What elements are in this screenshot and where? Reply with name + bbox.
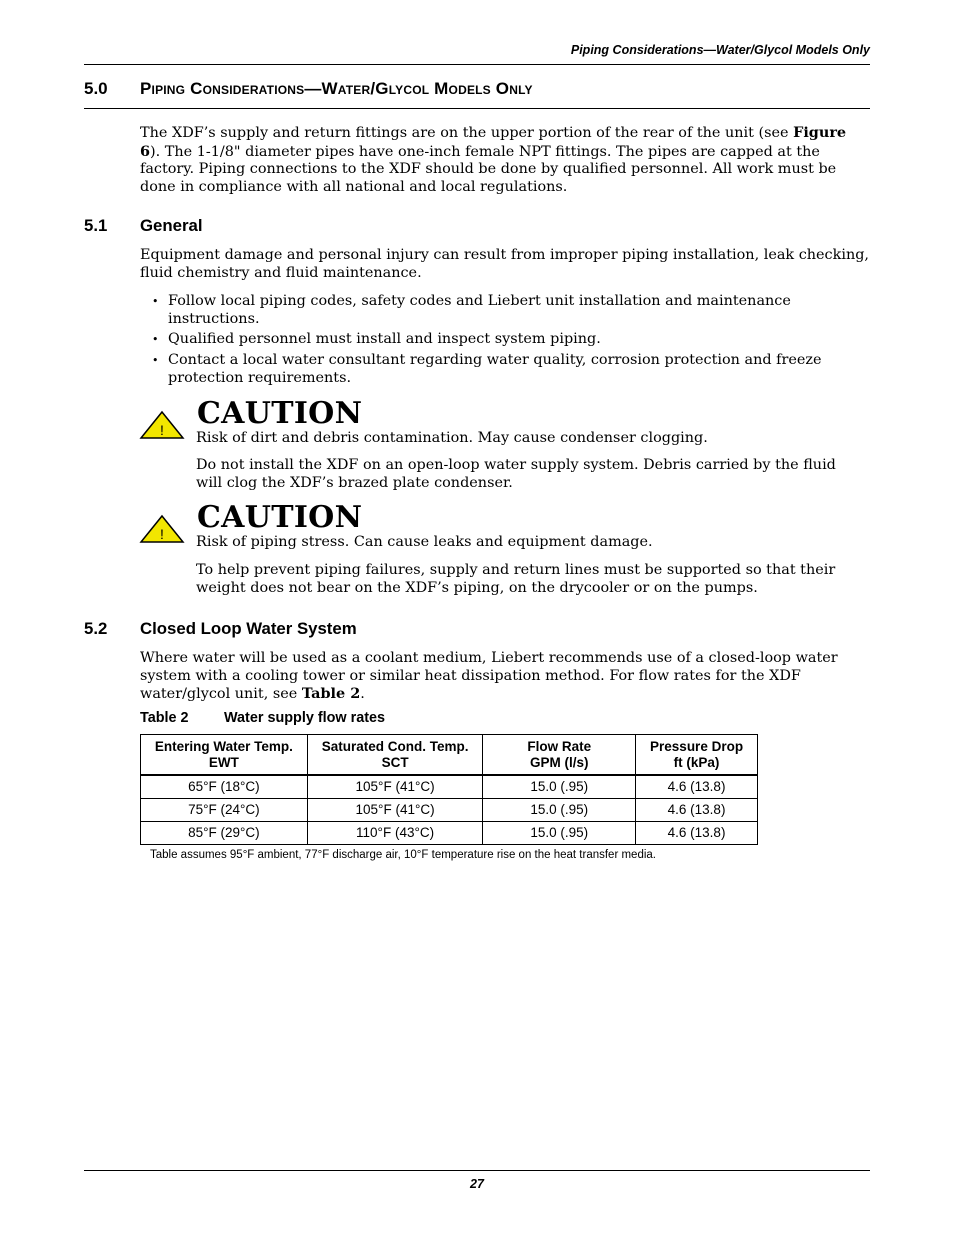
subsection-heading-closed-loop xyxy=(84,619,357,639)
caution-detail-2: To help prevent piping failures, supply and return lines must be supported so that their weight does not bear on the XDF’s piping, on the drycooler or on the pumps. xyxy=(196,562,836,596)
section-title-text: Piping Considerations—Water/Glycol Models Only xyxy=(140,79,533,98)
table-cell: 85°F (29°C) xyxy=(141,822,308,845)
table-cell: 15.0 (.95) xyxy=(483,775,636,799)
running-header: Piping Considerations—Water/Glycol Models Only xyxy=(570,43,870,57)
list-item: • Qualified personnel must install and inspect system piping. xyxy=(152,331,870,349)
table-cell: 4.6 (13.8) xyxy=(636,799,758,822)
table-footnote: Table assumes 95°F ambient, 77°F discharge air, 10°F temperature rise on the heat transfer media. xyxy=(150,849,656,861)
section-number: 5.0 xyxy=(84,79,108,98)
table-reference: Table 2 xyxy=(301,685,361,703)
closed-loop-paragraph xyxy=(140,650,870,704)
water-flow-table xyxy=(140,734,758,845)
table-caption-text: Water supply flow rates xyxy=(224,710,385,726)
closed-loop-text-part1: Where water will be used as a coolant medium, Liebert recommends use of a closed-loop water system with a cooling tower or similar heat dissipation method. For flow rates for the XDF water/glycol unit, see xyxy=(140,650,838,703)
warning-triangle-icon xyxy=(139,514,185,544)
subsection-title: Closed Loop Water System xyxy=(140,619,357,638)
closed-loop-text-part2: . xyxy=(360,686,365,703)
subsection-number: 5.2 xyxy=(84,619,108,638)
figure-reference: Figure 6 xyxy=(140,124,847,160)
svg-text:!: ! xyxy=(160,526,164,542)
table-row xyxy=(141,799,758,822)
column-header: Entering Water Temp. EWT xyxy=(141,735,308,776)
page-number: 27 xyxy=(470,1177,484,1191)
intro-text-part2: ). The 1-1/8" diameter pipes have one-inch female NPT fittings. The pipes are capped at the factory. Piping connections to the XDF should be done by qualified personnel. All work must be done in compliance with all national and local regulations. xyxy=(140,143,837,196)
table-row xyxy=(141,822,758,845)
intro-paragraph xyxy=(140,124,870,197)
table-cell: 75°F (24°C) xyxy=(141,799,308,822)
table-cell: 15.0 (.95) xyxy=(483,799,636,822)
column-header: Pressure Drop ft (kPa) xyxy=(636,735,758,776)
svg-text:!: ! xyxy=(160,422,164,438)
table-cell: 15.0 (.95) xyxy=(483,822,636,845)
warning-triangle-icon xyxy=(139,410,185,440)
table-cell: 4.6 (13.8) xyxy=(636,822,758,845)
column-header: Flow Rate GPM (l/s) xyxy=(483,735,636,776)
table-cell: 4.6 (13.8) xyxy=(636,775,758,799)
table-label: Table 2 xyxy=(140,710,189,726)
table-cell: 110°F (43°C) xyxy=(307,822,483,845)
table-cell: 65°F (18°C) xyxy=(141,775,308,799)
footer-rule xyxy=(84,1170,870,1171)
column-header: Saturated Cond. Temp. SCT xyxy=(307,735,483,776)
general-paragraph: Equipment damage and personal injury can result from improper piping installation, leak checking, fluid chemistry and fluid maintenance. xyxy=(140,247,869,281)
subsection-number: 5.1 xyxy=(84,216,108,235)
table-header-row xyxy=(141,735,758,776)
list-item: • Follow local piping codes, safety codes and Liebert unit installation and maintenance instructions. xyxy=(152,293,870,328)
table-caption xyxy=(140,710,385,726)
caution-detail-1: Do not install the XDF on an open-loop water supply system. Debris carried by the fluid will clog the XDF’s brazed plate condenser. xyxy=(196,457,836,491)
caution-heading: CAUTION xyxy=(197,396,363,431)
list-item: • Contact a local water consultant regarding water quality, corrosion protection and freeze protection requirements. xyxy=(152,352,870,387)
subsection-title: General xyxy=(140,216,203,235)
caution-text-2: Risk of piping stress. Can cause leaks and equipment damage. xyxy=(196,534,653,550)
table-row xyxy=(141,775,758,799)
table-cell: 105°F (41°C) xyxy=(307,775,483,799)
general-bullet-list xyxy=(152,293,870,391)
caution-heading: CAUTION xyxy=(197,500,363,535)
section-title-rule xyxy=(84,108,870,109)
intro-text-part1: The XDF’s supply and return fittings are on the upper portion of the rear of the unit (see xyxy=(140,125,794,141)
subsection-heading-general xyxy=(84,216,203,236)
table-cell: 105°F (41°C) xyxy=(307,799,483,822)
caution-text-1: Risk of dirt and debris contamination. May cause condenser clogging. xyxy=(196,430,708,446)
header-rule xyxy=(84,64,870,65)
section-title xyxy=(84,79,533,99)
